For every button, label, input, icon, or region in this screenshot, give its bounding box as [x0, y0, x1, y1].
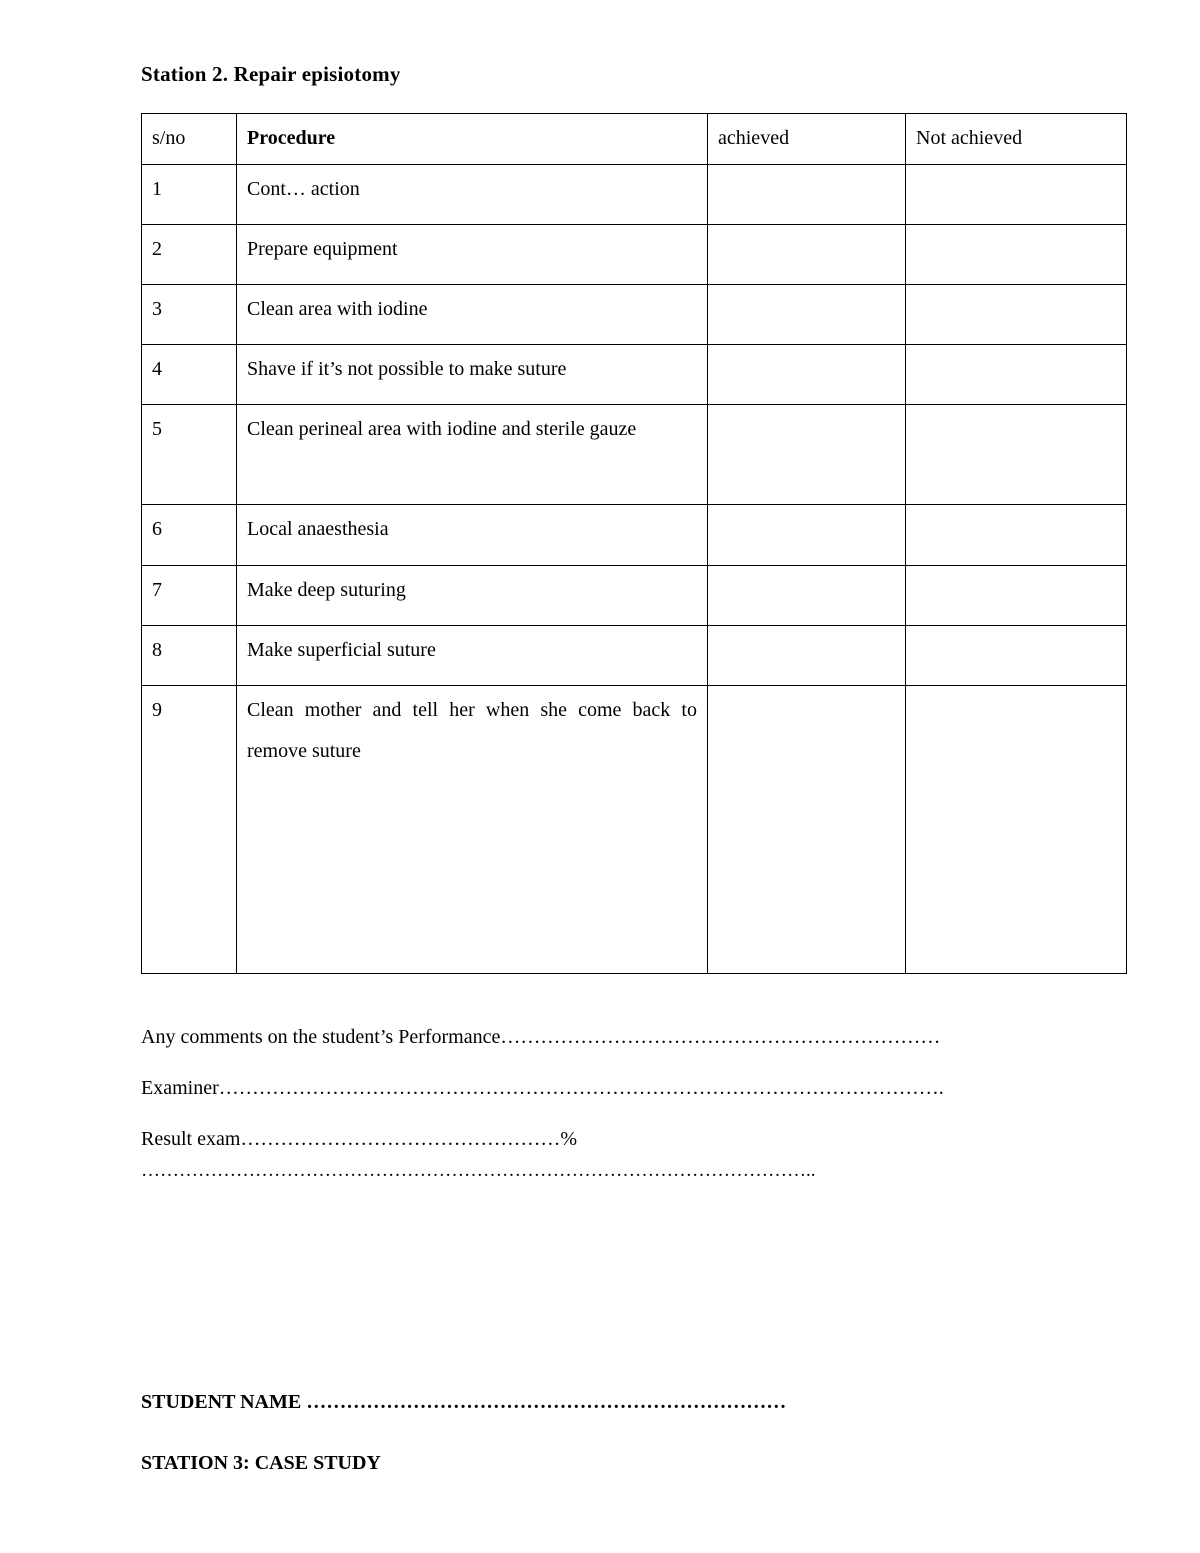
- row-procedure: Local anaesthesia: [237, 505, 708, 566]
- station-3-heading: STATION 3: CASE STUDY: [141, 1452, 381, 1474]
- not-achieved-cell[interactable]: [906, 405, 1127, 505]
- not-achieved-cell[interactable]: [906, 505, 1127, 566]
- table-row: [142, 345, 1127, 405]
- row-sno: 7: [142, 566, 237, 626]
- student-name-line[interactable]: STUDENT NAME ………………………………………………………………: [141, 1391, 787, 1413]
- header-sno: s/no: [142, 114, 237, 165]
- not-achieved-cell[interactable]: [906, 566, 1127, 626]
- table-row: [142, 566, 1127, 626]
- header-not-achieved: Not achieved: [906, 114, 1127, 165]
- row-procedure: Clean mother and tell her when she come back to remove suture: [237, 686, 708, 974]
- row-sno: 5: [142, 405, 237, 505]
- not-achieved-cell[interactable]: [906, 285, 1127, 345]
- page-title: Station 2. Repair episiotomy: [141, 62, 401, 86]
- achieved-cell[interactable]: [708, 505, 906, 566]
- not-achieved-cell[interactable]: [906, 686, 1127, 974]
- achieved-cell[interactable]: [708, 345, 906, 405]
- row-sno: 4: [142, 345, 237, 405]
- achieved-cell[interactable]: [708, 626, 906, 686]
- row-procedure: Make superficial suture: [237, 626, 708, 686]
- row-sno: 3: [142, 285, 237, 345]
- achieved-cell[interactable]: [708, 285, 906, 345]
- checklist-table: [141, 113, 1127, 974]
- row-procedure: Clean perineal area with iodine and sterile gauze: [237, 405, 708, 505]
- result-exam-line[interactable]: Result exam…………………………………………%: [141, 1128, 578, 1150]
- row-sno: 1: [142, 165, 237, 225]
- table-row: [142, 285, 1127, 345]
- row-procedure: Clean area with iodine: [237, 285, 708, 345]
- header-procedure: Procedure: [237, 114, 708, 165]
- not-achieved-cell[interactable]: [906, 165, 1127, 225]
- header-achieved: achieved: [708, 114, 906, 165]
- examiner-line[interactable]: Examiner……………………………………………………………………………………………….: [141, 1077, 944, 1099]
- row-sno: 2: [142, 225, 237, 285]
- not-achieved-cell[interactable]: [906, 345, 1127, 405]
- row-sno: 9: [142, 686, 237, 974]
- achieved-cell[interactable]: [708, 686, 906, 974]
- comments-line[interactable]: Any comments on the student’s Performance…………………………………………………………: [141, 1026, 941, 1048]
- table-row: [142, 225, 1127, 285]
- table-row: [142, 686, 1127, 974]
- achieved-cell[interactable]: [708, 165, 906, 225]
- achieved-cell[interactable]: [708, 225, 906, 285]
- row-sno: 8: [142, 626, 237, 686]
- row-procedure: Cont… action: [237, 165, 708, 225]
- dotted-line: ……………………………………………………………………………………………..: [141, 1160, 816, 1181]
- achieved-cell[interactable]: [708, 405, 906, 505]
- not-achieved-cell[interactable]: [906, 626, 1127, 686]
- row-procedure: Shave if it’s not possible to make suture: [237, 345, 708, 405]
- not-achieved-cell[interactable]: [906, 225, 1127, 285]
- row-sno: 6: [142, 505, 237, 566]
- row-procedure: Make deep suturing: [237, 566, 708, 626]
- table-row: [142, 626, 1127, 686]
- table-row: [142, 405, 1127, 505]
- table-row: [142, 505, 1127, 566]
- row-procedure: Prepare equipment: [237, 225, 708, 285]
- table-header-row: [142, 114, 1127, 165]
- achieved-cell[interactable]: [708, 566, 906, 626]
- table-row: [142, 165, 1127, 225]
